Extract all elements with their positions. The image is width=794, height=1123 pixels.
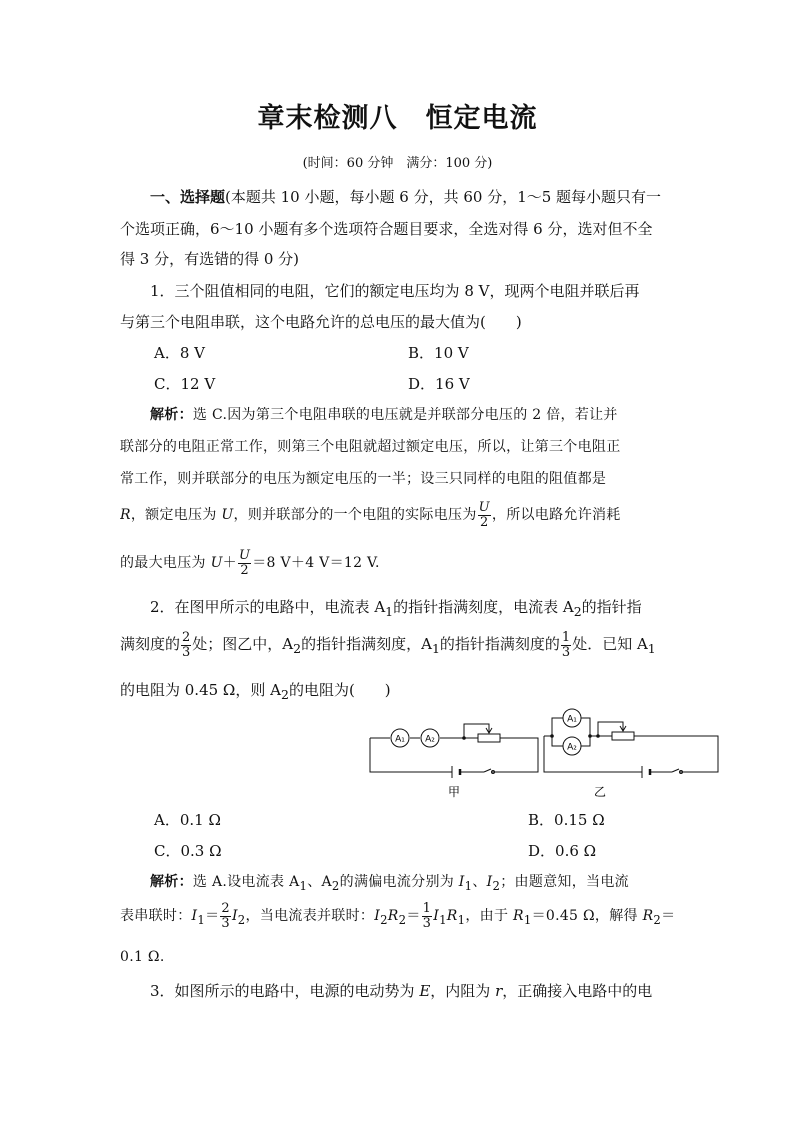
switch bbox=[672, 769, 679, 772]
rheostat bbox=[478, 734, 500, 742]
svg-text:A₁: A₁ bbox=[395, 734, 405, 745]
q1-solution-line-2: 联部分的电阻正常工作，则第三个电阻就超过额定电压，所以，让第三个电阻正 bbox=[120, 439, 621, 455]
q3-line-1: 3．如图所示的电路中，电源的电动势为 E，内阻为 r，正确接入电路中的电 bbox=[150, 982, 653, 1000]
q2-option-c: C．0.3 Ω bbox=[154, 842, 222, 860]
fraction-u-over-2: $\frac{U}{2}$ bbox=[238, 547, 251, 578]
svg-text:A₂: A₂ bbox=[567, 742, 577, 753]
fraction-2-over-3: $\frac{2}{3}$ bbox=[182, 629, 191, 660]
fraction-u-over-2: $\frac{U}{2}$ bbox=[478, 499, 490, 530]
svg-text:A₁: A₁ bbox=[567, 714, 577, 725]
q2-line-1: 2．在图甲所示的电路中，电流表 $A_1$的指针指满刻度，电流表 $A_2$的指针指 bbox=[150, 598, 642, 619]
exam-meta: (时间：60 分钟 满分：100 分) bbox=[302, 156, 493, 171]
svg-text:A₂: A₂ bbox=[425, 734, 435, 745]
fraction-1-over-3: $\frac{1}{3}$ bbox=[561, 629, 571, 660]
q1-solution-line-4: R，额定电压为 U，则并联部分的一个电阻的实际电压为 $\frac{U}{2}$ ，所以电路允许消耗 bbox=[120, 499, 621, 530]
section-heading: 一、选择题 bbox=[150, 188, 226, 206]
circuit-diagram-yi bbox=[542, 706, 722, 798]
fraction-1-over-3: $\frac{1}{3}$ bbox=[422, 900, 432, 931]
page-title: 章末检测八 恒定电流 bbox=[257, 103, 538, 134]
q1-option-b: B．10 V bbox=[408, 344, 469, 362]
section-line-1: 一、选择题(本题共 10 小题，每小题 6 分，共 60 分，1～5 题每小题只有一 bbox=[150, 188, 662, 206]
section-line-2: 个选项正确，6～10 小题有多个选项符合题目要求，全选对得 6 分，选对但不全 bbox=[120, 220, 653, 238]
q2-solution-line-2: 表串联时：$I_1=$ $\frac{2}{3}$ $I_2$，当电流表并联时：$I_2R_2=$ $\frac{1}{3}$ $I_1R_1$，由于 $R_1=0.45$ Ω，解得 $R_2=$ bbox=[120, 900, 675, 931]
q1-line-2: 与第三个电阻串联，这个电路允许的总电压的最大值为( ) bbox=[120, 313, 522, 331]
q2-option-a: A．0.1 Ω bbox=[154, 811, 221, 829]
switch bbox=[484, 769, 491, 772]
q2-solution-label: 解析： bbox=[150, 874, 193, 890]
q2-option-b: B．0.15 Ω bbox=[528, 811, 605, 829]
rheostat bbox=[612, 732, 634, 740]
q2-option-d: D．0.6 Ω bbox=[528, 842, 597, 860]
q1-option-c: C．12 V bbox=[154, 375, 216, 393]
fraction-2-over-3: $\frac{2}{3}$ bbox=[221, 900, 230, 931]
q2-line-3: 的电阻为 0.45 Ω，则 $A_2$的电阻为( ) bbox=[120, 681, 391, 702]
q2-solution-line-1: 解析：选 A.设电流表 $A_1$、$A_2$的满偏电流分别为 $I_1$、$I_2$；由题意知，当电流 bbox=[150, 874, 629, 893]
q1-option-d: D．16 V bbox=[408, 375, 470, 393]
q2-line-2: 满刻度的 $\frac{2}{3}$ 处；图乙中，$A_2$的指针指满刻度，$A_1$的指针指满刻度的 $\frac{1}{3}$ 处．已知 $A_1$ bbox=[120, 629, 656, 660]
q1-solution-label: 解析： bbox=[150, 407, 193, 423]
q1-line-1: 1．三个阻值相同的电阻，它们的额定电压均为 8 V，现两个电阻并联后再 bbox=[150, 282, 640, 300]
section-line-3: 得 3 分，有选错的得 0 分) bbox=[120, 250, 300, 268]
q1-solution-line-5: 的最大电压为 U＋ $\frac{U}{2}$ ＝8 V＋4 V＝12 V. bbox=[120, 547, 380, 578]
q1-solution-line-3: 常工作，则并联部分的电压为额定电压的一半；设三只同样的电阻的阻值都是 bbox=[120, 471, 607, 487]
figure-label-yi: 乙 bbox=[593, 785, 607, 798]
q1-solution-line-1: 解析：选 C.因为第三个电阻串联的电压就是并联部分电压的 2 倍，若让并 bbox=[150, 407, 618, 423]
circuit-diagram-jia bbox=[366, 706, 546, 798]
q1-option-a: A．8 V bbox=[154, 344, 205, 362]
q2-solution-line-3: 0.1 Ω. bbox=[120, 949, 165, 965]
figure-label-jia: 甲 bbox=[447, 785, 461, 798]
